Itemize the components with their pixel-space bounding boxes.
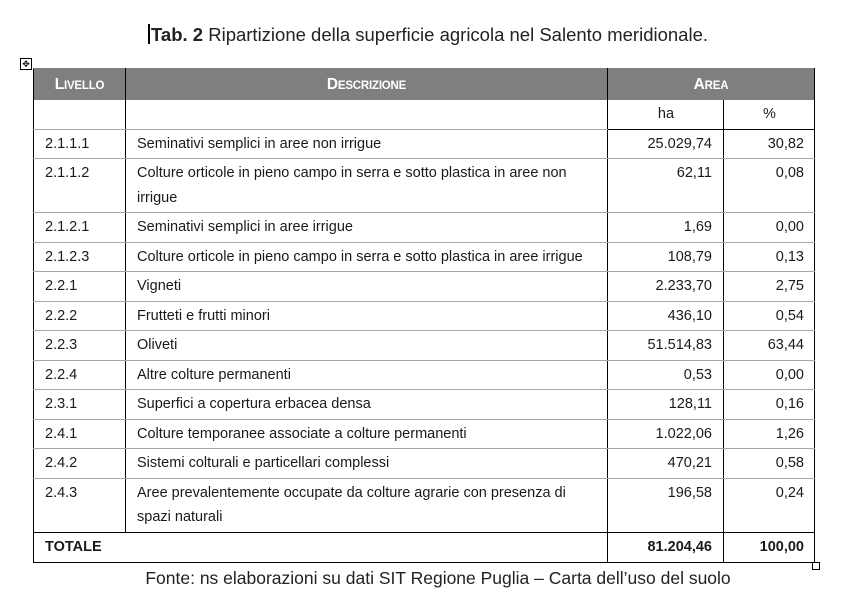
cell-descrizione: Colture orticole in pieno campo in serra e sotto plastica in aree non irrigue [126, 159, 608, 213]
cell-livello: 2.4.3 [34, 478, 126, 532]
table-resize-handle[interactable] [812, 562, 820, 570]
table-row [34, 129, 815, 159]
cell-livello: 2.2.4 [34, 360, 126, 390]
total-label: TOTALE [34, 532, 608, 562]
cell-livello: 2.2.3 [34, 331, 126, 361]
header-livello: LIVELLO [34, 69, 126, 101]
cell-ha: 62,11 [608, 159, 724, 213]
cell-ha: 470,21 [608, 449, 724, 479]
cell-descrizione: Altre colture permanenti [126, 360, 608, 390]
total-row [34, 532, 815, 562]
table-row [34, 272, 815, 302]
cell-descrizione: Oliveti [126, 331, 608, 361]
cell-ha: 1.022,06 [608, 419, 724, 449]
table-row [34, 301, 815, 331]
cell-pct: 0,58 [724, 449, 815, 479]
subheader-row [34, 100, 815, 129]
cell-livello: 2.2.1 [34, 272, 126, 302]
total-ha: 81.204,46 [608, 532, 724, 562]
cell-livello: 2.3.1 [34, 390, 126, 420]
cell-livello: 2.4.1 [34, 419, 126, 449]
header-area: AREA [608, 69, 815, 101]
cell-descrizione: Seminativi semplici in aree non irrigue [126, 129, 608, 159]
caption-text: Ripartizione della superficie agricola nel Salento meridionale. [208, 24, 708, 45]
table-container [22, 59, 814, 563]
land-use-table [33, 68, 815, 563]
table-row [34, 419, 815, 449]
cell-descrizione: Aree prevalentemente occupate da colture agrarie con presenza di spazi naturali [126, 478, 608, 532]
table-row [34, 478, 815, 532]
cell-livello: 2.1.1.2 [34, 159, 126, 213]
table-row [34, 390, 815, 420]
cell-ha: 1,69 [608, 213, 724, 243]
text-cursor [148, 24, 150, 44]
cell-descrizione: Colture orticole in pieno campo in serra e sotto plastica in aree irrigue [126, 242, 608, 272]
cell-pct: 0,00 [724, 360, 815, 390]
cell-ha: 128,11 [608, 390, 724, 420]
cell-pct: 0,13 [724, 242, 815, 272]
cell-descrizione: Vigneti [126, 272, 608, 302]
subheader-empty [126, 100, 608, 129]
cell-livello: 2.4.2 [34, 449, 126, 479]
cell-pct: 0,00 [724, 213, 815, 243]
cell-livello: 2.2.2 [34, 301, 126, 331]
header-row [34, 69, 815, 101]
total-pct: 100,00 [724, 532, 815, 562]
cell-livello: 2.1.1.1 [34, 129, 126, 159]
caption-label: Tab. 2 [150, 24, 204, 45]
cell-pct: 0,24 [724, 478, 815, 532]
cell-ha: 25.029,74 [608, 129, 724, 159]
subheader-pct: % [724, 100, 815, 129]
cell-ha: 0,53 [608, 360, 724, 390]
cell-descrizione: Superfici a copertura erbacea densa [126, 390, 608, 420]
cell-descrizione: Frutteti e frutti minori [126, 301, 608, 331]
cell-livello: 2.1.2.1 [34, 213, 126, 243]
source-note: Fonte: ns elaborazioni su dati SIT Regione Puglia – Carta dell’uso del suolo [145, 567, 731, 588]
header-descrizione: DESCRIZIONE [126, 69, 608, 101]
cell-pct: 1,26 [724, 419, 815, 449]
table-row [34, 360, 815, 390]
subheader-empty [34, 100, 126, 129]
table-row [34, 213, 815, 243]
cell-pct: 0,08 [724, 159, 815, 213]
cell-pct: 30,82 [724, 129, 815, 159]
cell-descrizione: Sistemi colturali e particellari complessi [126, 449, 608, 479]
cell-pct: 2,75 [724, 272, 815, 302]
table-row [34, 331, 815, 361]
cell-ha: 196,58 [608, 478, 724, 532]
cell-pct: 0,54 [724, 301, 815, 331]
cell-ha: 436,10 [608, 301, 724, 331]
table-move-handle-icon[interactable]: ✥ [20, 58, 32, 70]
cell-descrizione: Colture temporanee associate a colture permanenti [126, 419, 608, 449]
cell-ha: 2.233,70 [608, 272, 724, 302]
cell-pct: 63,44 [724, 331, 815, 361]
table-row [34, 159, 815, 213]
table-caption [0, 0, 856, 47]
table-row [34, 242, 815, 272]
cell-pct: 0,16 [724, 390, 815, 420]
cell-livello: 2.1.2.3 [34, 242, 126, 272]
table-row [34, 449, 815, 479]
cell-ha: 108,79 [608, 242, 724, 272]
cell-ha: 51.514,83 [608, 331, 724, 361]
cell-descrizione: Seminativi semplici in aree irrigue [126, 213, 608, 243]
subheader-ha: ha [608, 100, 724, 129]
